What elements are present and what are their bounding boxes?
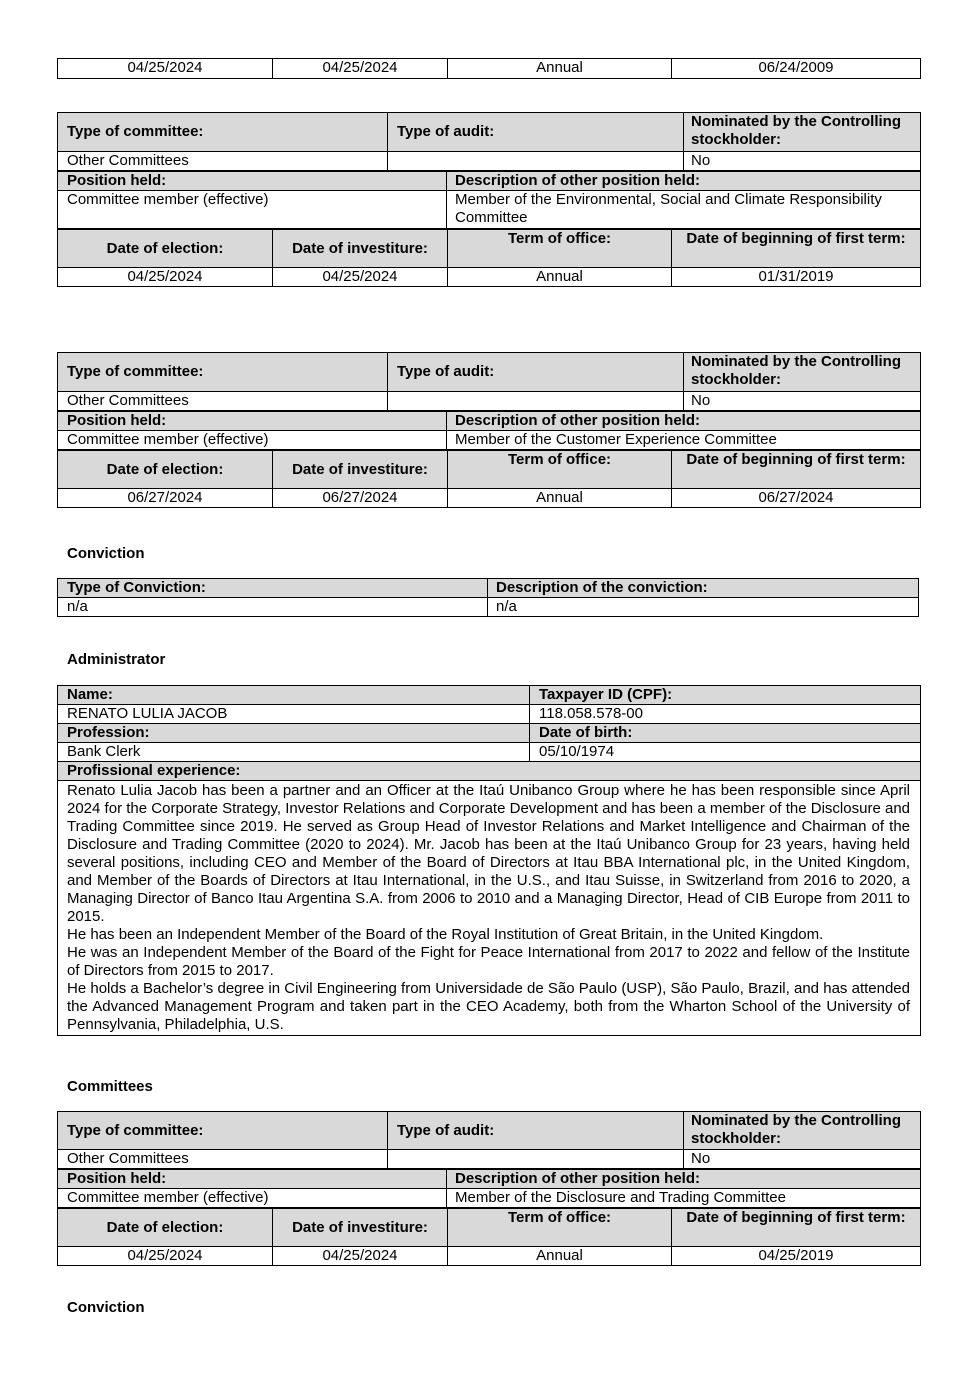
date-of-election-label: Date of election: <box>58 451 273 489</box>
nominated-value: No <box>684 152 921 171</box>
type-of-committee-label: Type of committee: <box>58 113 388 152</box>
date-of-beginning-label: Date of beginning of first term: <box>672 1209 921 1247</box>
nominated-label: Nominated by the Controlling stockholder: <box>684 353 921 392</box>
committee-type: Other Committees <box>58 1150 388 1169</box>
term-of-office-label: Term of office: <box>448 230 672 268</box>
term-of-office-label: Term of office: <box>448 451 672 489</box>
position-held: Committee member (effective) <box>58 191 447 229</box>
type-of-committee-label: Type of committee: <box>58 353 388 392</box>
administrator-table <box>57 685 921 1036</box>
administrator-heading: Administrator <box>67 651 166 668</box>
date-of-beginning: 06/27/2024 <box>672 489 921 508</box>
conviction-heading: Conviction <box>67 545 145 562</box>
date-of-investiture-label: Date of investiture: <box>273 451 448 489</box>
audit-type <box>388 1150 684 1169</box>
administrator-name: RENATO LULIA JACOB <box>58 705 530 724</box>
type-of-audit-label: Type of audit: <box>388 113 684 152</box>
position-description: Member of the Disclosure and Trading Committee <box>447 1189 921 1208</box>
description-label: Description of other position held: <box>447 412 921 431</box>
date-of-birth: 05/10/1974 <box>530 743 921 762</box>
professional-experience <box>58 781 921 1036</box>
conviction-heading-2: Conviction <box>67 1299 145 1316</box>
date-of-election: 06/27/2024 <box>58 489 273 508</box>
committee-table-2 <box>57 352 921 508</box>
committee-table-1 <box>57 112 921 287</box>
position-description: Member of the Environmental, Social and Climate Responsibility Committee <box>447 191 921 229</box>
nominated-label: Nominated by the Controlling stockholder: <box>684 1112 921 1150</box>
date-of-beginning-label: Date of beginning of first term: <box>672 451 921 489</box>
type-of-conviction-label: Type of Conviction: <box>58 579 488 598</box>
position-held-label: Position held: <box>58 172 447 191</box>
nominated-value: No <box>684 392 921 411</box>
committee-table-3 <box>57 1111 921 1266</box>
term-of-office-label: Term of office: <box>448 1209 672 1247</box>
description-of-conviction-label: Description of the conviction: <box>488 579 919 598</box>
date-of-investiture-label: Date of investiture: <box>273 1209 448 1247</box>
experience-paragraph: He has been an Independent Member of the Board of the Royal Institution of Great Britain, in the United Kingdom. <box>67 926 824 943</box>
term-of-office: Annual <box>448 268 672 287</box>
date-of-beginning: 01/31/2019 <box>672 268 921 287</box>
date-of-beginning: 06/24/2009 <box>672 59 921 79</box>
date-of-birth-label: Date of birth: <box>530 724 921 743</box>
committee-type: Other Committees <box>58 152 388 171</box>
profession: Bank Clerk <box>58 743 530 762</box>
nominated-label: Nominated by the Controlling stockholder: <box>684 113 921 152</box>
type-of-audit-label: Type of audit: <box>388 1112 684 1150</box>
date-of-investiture: 04/25/2024 <box>273 268 448 287</box>
date-of-investiture: 04/25/2024 <box>273 59 448 79</box>
date-of-beginning: 04/25/2019 <box>672 1247 921 1266</box>
experience-paragraph: Renato Lulia Jacob has been a partner and an Officer at the Itaú Unibanco Group where he has been responsible since April 2024 for the Corporate Strategy, Investor Relations and Corporate Development and has been a member of the Disclosure and Trading Committee since 2019. He served as Group Head of Investor Relations and Market Intelligence and Chairman of the Disclosure and Trading Committee (2020 to 2024). Mr. Jacob has been at the Itaú Unibanco Group for 23 years, having held several positions, including CEO and Member of the Board of Directors at Itau BBA International plc, in the United Kingdom, and Member of the Boards of Directors at Itau International, in the U.S., and Itau Suisse, in Switzerland from 2016 to 2020, a Managing Director of Banco Itau Argentina S.A. from 2006 to 2010 and a Managing Director, Head of CIB Europe from 2011 to 2015. <box>67 782 910 925</box>
type-of-audit-label: Type of audit: <box>388 353 684 392</box>
date-of-investiture: 04/25/2024 <box>273 1247 448 1266</box>
date-of-investiture-label: Date of investiture: <box>273 230 448 268</box>
previous-dates-table <box>57 58 921 79</box>
audit-type <box>388 392 684 411</box>
name-label: Name: <box>58 686 530 705</box>
committees-heading: Committees <box>67 1078 153 1095</box>
date-of-election-label: Date of election: <box>58 230 273 268</box>
description-label: Description of other position held: <box>447 1170 921 1189</box>
date-of-beginning-label: Date of beginning of first term: <box>672 230 921 268</box>
description-label: Description of other position held: <box>447 172 921 191</box>
position-held-label: Position held: <box>58 1170 447 1189</box>
conviction-table <box>57 578 919 617</box>
term-of-office: Annual <box>448 1247 672 1266</box>
taxpayer-id-label: Taxpayer ID (CPF): <box>530 686 921 705</box>
position-description: Member of the Customer Experience Committee <box>447 431 921 450</box>
taxpayer-id: 118.058.578-00 <box>530 705 921 724</box>
audit-type <box>388 152 684 171</box>
nominated-value: No <box>684 1150 921 1169</box>
term-of-office: Annual <box>448 489 672 508</box>
date-of-election-label: Date of election: <box>58 1209 273 1247</box>
position-held: Committee member (effective) <box>58 1189 447 1208</box>
position-held: Committee member (effective) <box>58 431 447 450</box>
date-of-election: 04/25/2024 <box>58 268 273 287</box>
date-of-election: 04/25/2024 <box>58 1247 273 1266</box>
position-held-label: Position held: <box>58 412 447 431</box>
experience-paragraph: He was an Independent Member of the Board of the Fight for Peace International from 2017 to 2022 and fellow of the Institute of Directors from 2015 to 2017. <box>67 944 910 979</box>
conviction-type: n/a <box>58 598 488 617</box>
date-of-investiture: 06/27/2024 <box>273 489 448 508</box>
term-of-office: Annual <box>448 59 672 79</box>
date-of-election: 04/25/2024 <box>58 59 273 79</box>
conviction-description: n/a <box>488 598 919 617</box>
type-of-committee-label: Type of committee: <box>58 1112 388 1150</box>
experience-label: Profissional experience: <box>58 762 921 781</box>
committee-type: Other Committees <box>58 392 388 411</box>
experience-paragraph: He holds a Bachelor’s degree in Civil Engineering from Universidade de São Paulo (USP), São Paulo, Brazil, and has attended the Advanced Management Program and taken part in the CEO Academy, both from the Wharton School of the University of Pennsylvania, Philadelphia, U.S. <box>67 980 910 1033</box>
profession-label: Profession: <box>58 724 530 743</box>
